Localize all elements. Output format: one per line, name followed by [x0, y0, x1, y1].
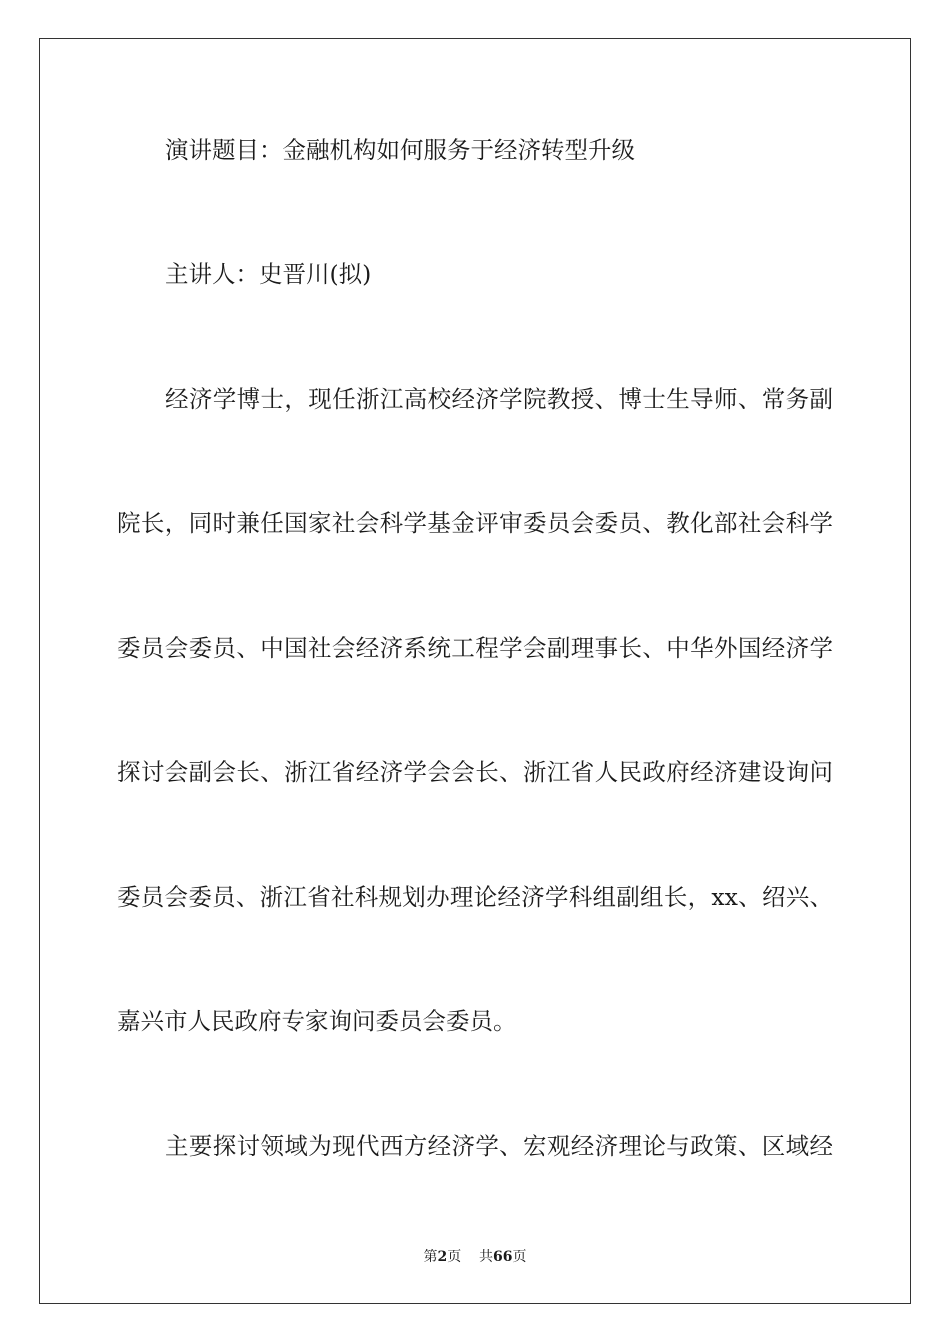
bio-paragraph-line: 院长，同时兼任国家社会科学基金评审委员会委员、教化部社会科学: [117, 509, 833, 537]
bio-paragraph-line: 经济学博士，现任浙江高校经济学院教授、博士生导师、常务副: [165, 385, 833, 413]
bio-paragraph-line: 探讨会副会长、浙江省经济学会会长、浙江省人民政府经济建设询问: [117, 758, 833, 786]
bio-paragraph-line: 嘉兴市人民政府专家询问委员会委员。: [117, 1007, 517, 1035]
speech-title-line: 演讲题目：金融机构如何服务于经济转型升级: [165, 136, 635, 164]
page-frame: [39, 38, 911, 1304]
page-footer: [0, 1248, 950, 1266]
footer-total-pages: 66: [493, 1249, 513, 1265]
bio-paragraph-line: 委员会委员、浙江省社科规划办理论经济学科组副组长，xx、绍兴、: [117, 883, 833, 911]
speaker-line: 主讲人：史晋川(拟): [165, 260, 372, 288]
footer-total-prefix: 共: [479, 1249, 494, 1265]
research-paragraph-line: 主要探讨领域为现代西方经济学、宏观经济理论与政策、区域经: [165, 1132, 833, 1160]
footer-page-number: 2: [437, 1249, 448, 1265]
footer-page-prefix: 第: [423, 1249, 438, 1265]
footer-page-suffix: 页: [447, 1249, 462, 1265]
footer-total-suffix: 页: [512, 1249, 527, 1265]
bio-paragraph-line: 委员会委员、中国社会经济系统工程学会副理事长、中华外国经济学: [117, 634, 833, 662]
